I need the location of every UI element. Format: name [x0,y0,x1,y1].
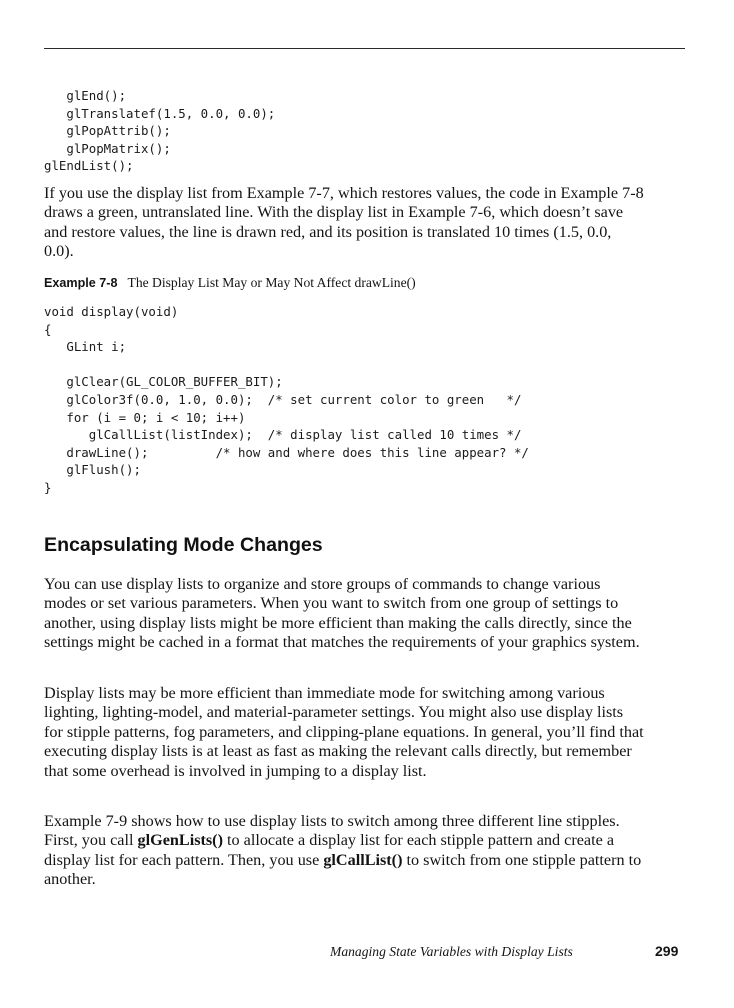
code-line: glFlush(); [44,462,141,478]
code-line: } [44,479,52,495]
running-footer-title: Managing State Variables with Display Lists [330,944,573,959]
paragraph-text: to switch from one stipple pattern to another. [44,850,642,889]
example-caption-title: The Display List May or May Not Affect drawLine() [127,275,416,290]
code-line: glPopAttrib(); [44,123,171,139]
code-line: glEnd(); [44,88,127,103]
header-rule [44,48,685,49]
paragraph-text: Example 7-9 shows how to use display lists to switch among three different line stipples. First, you call [44,812,620,850]
function-name-glgenlists: glGenLists() [137,831,223,850]
code-line: glClear(GL_COLOR_BUFFER_BIT); [44,374,283,390]
paragraph-stipple-example [44,812,644,890]
code-line: { [44,321,52,337]
section-heading: Encapsulating Mode Changes [44,534,323,556]
code-line: for (i = 0; i < 10; i++) [44,409,246,425]
code-line: glColor3f(0.0, 1.0, 0.0); /* set current color to green */ [44,391,522,407]
code-line: glCallList(listIndex); /* display list called 10 times */ [44,427,522,443]
paragraph-display-list-effect: If you use the display list from Example 7-7, which restores values, the code in Example 7-8 draws a green, untranslated line. With the display list in Example 7-6, which doesn’t save and restore values, the line is drawn red, and its position is translated 10 times (1.5, 0.0, 0.0). [44,184,644,261]
paragraph-text: to allocate a display list for each stipple pattern and create a display list for each pattern. Then, you use [44,831,614,869]
function-name-glcalllist: glCallList() [323,850,403,869]
paragraph-efficiency: Display lists may be more efficient than immediate mode for switching among various lighting, lighting-model, and material-parameter settings. You might also use display lists for stipple patterns, fog parameters, and clipping-plane equations. In general, you’ll find that executing display lists is at least as fast as making the relevant calls directly, but remember that some overhead is involved in jumping to a display list. [44,684,644,780]
code-line: void display(void) [44,304,179,319]
code-block-example-7-8 [44,303,529,497]
code-block-continued [44,87,275,175]
code-line: glTranslatef(1.5, 0.0, 0.0); [44,105,276,121]
example-caption [44,275,416,291]
paragraph-mode-changes-intro: You can use display lists to organize and store groups of commands to change various modes or set various parameters. When you want to switch from one group of settings to another, using display lists might be more efficient than making the calls directly, since the settings might be cached in a format that matches the requirements of your graphics system. [44,575,640,652]
example-caption-label: Example 7-8 [44,276,118,290]
code-line: glPopMatrix(); [44,140,171,156]
code-line: GLint i; [44,339,127,355]
page-number: 299 [655,943,679,959]
code-line: glEndList(); [44,158,134,174]
code-line: drawLine(); /* how and where does this line appear? */ [44,444,529,460]
